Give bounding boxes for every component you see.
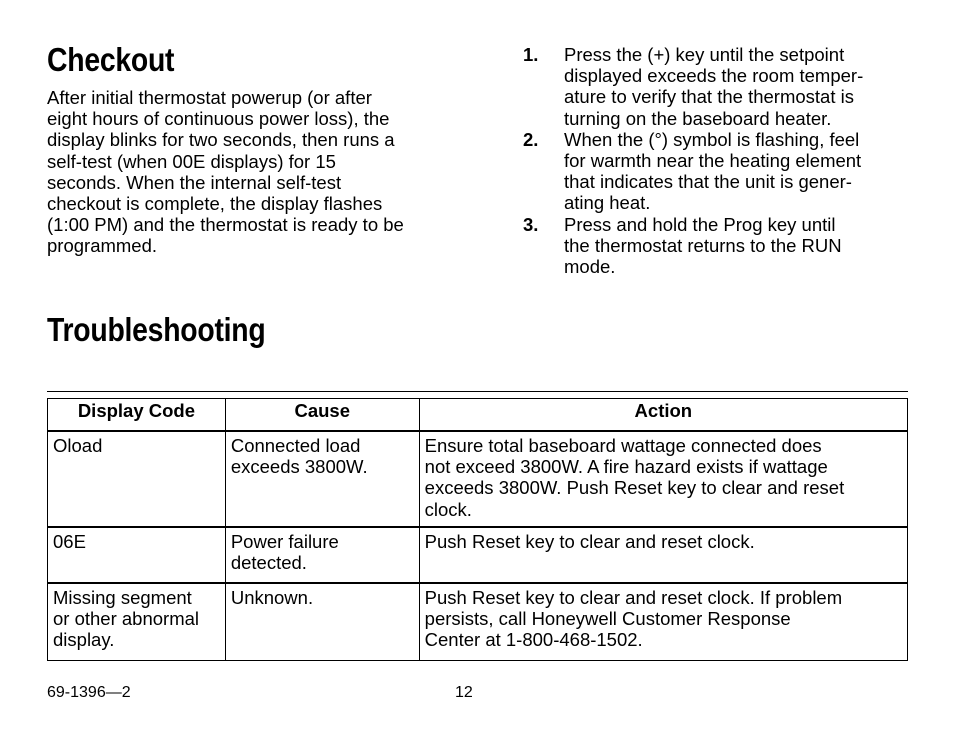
action-cell: Push Reset key to clear and reset clock. If problem persists, call Honeywell Customer Response Center at 1-800-468-1502. <box>419 583 907 661</box>
table-row <box>48 431 908 527</box>
display-code-cell: 06E <box>48 527 226 583</box>
cause-cell: Unknown. <box>225 583 419 661</box>
step-text: Press the (+) key until the setpoint displayed exceeds the room temper- ature to verify that the thermostat is turning on the baseboard heater. <box>564 44 864 129</box>
cause-cell: Power failure detected. <box>225 527 419 583</box>
step-text: When the (°) symbol is flashing, feel for warmth near the heating element that indicates that the unit is gener- ating heat. <box>564 128 862 214</box>
checkout-intro-paragraph: After initial thermostat powerup (or after eight hours of continuous power loss), the display blinks for two seconds, then runs a self-test (when 00E displays) for 15 seconds. When the internal self-test checkout is complete, the display flashes (1:00 PM) and the thermostat is ready to be programmed. <box>47 87 404 257</box>
document-number: 69-1396—2 <box>47 684 131 701</box>
step-number: 3. <box>523 213 539 235</box>
step-text: Press and hold the Prog key until the thermostat returns to the RUN mode. <box>564 213 842 278</box>
troubleshooting-heading: Troubleshooting <box>47 311 266 348</box>
checkout-heading: Checkout <box>47 41 175 78</box>
display-code-cell: Oload <box>48 431 226 527</box>
checkout-steps-list <box>523 44 923 277</box>
column-header-display-code: Display Code <box>48 399 226 432</box>
troubleshooting-table-wrapper <box>47 391 908 661</box>
column-header-cause: Cause <box>225 399 419 432</box>
display-code-cell: Missing segment or other abnormal display. <box>48 583 226 661</box>
step-number: 1. <box>523 44 539 65</box>
action-cell: Push Reset key to clear and reset clock. <box>419 527 907 583</box>
table-row <box>48 527 908 583</box>
checkout-step <box>523 44 923 129</box>
table-header-row <box>48 399 908 432</box>
cause-cell: Connected load exceeds 3800W. <box>225 431 419 527</box>
table-row <box>48 583 908 661</box>
checkout-step <box>523 129 923 214</box>
action-cell: Ensure total baseboard wattage connected does not exceed 3800W. A fire hazard exists if wattage exceeds 3800W. Push Reset key to clear and reset clock. <box>419 431 907 527</box>
column-header-action: Action <box>419 399 907 432</box>
checkout-step <box>523 214 923 278</box>
page-number: 12 <box>455 684 473 701</box>
troubleshooting-table <box>47 398 908 661</box>
step-number: 2. <box>523 128 539 150</box>
